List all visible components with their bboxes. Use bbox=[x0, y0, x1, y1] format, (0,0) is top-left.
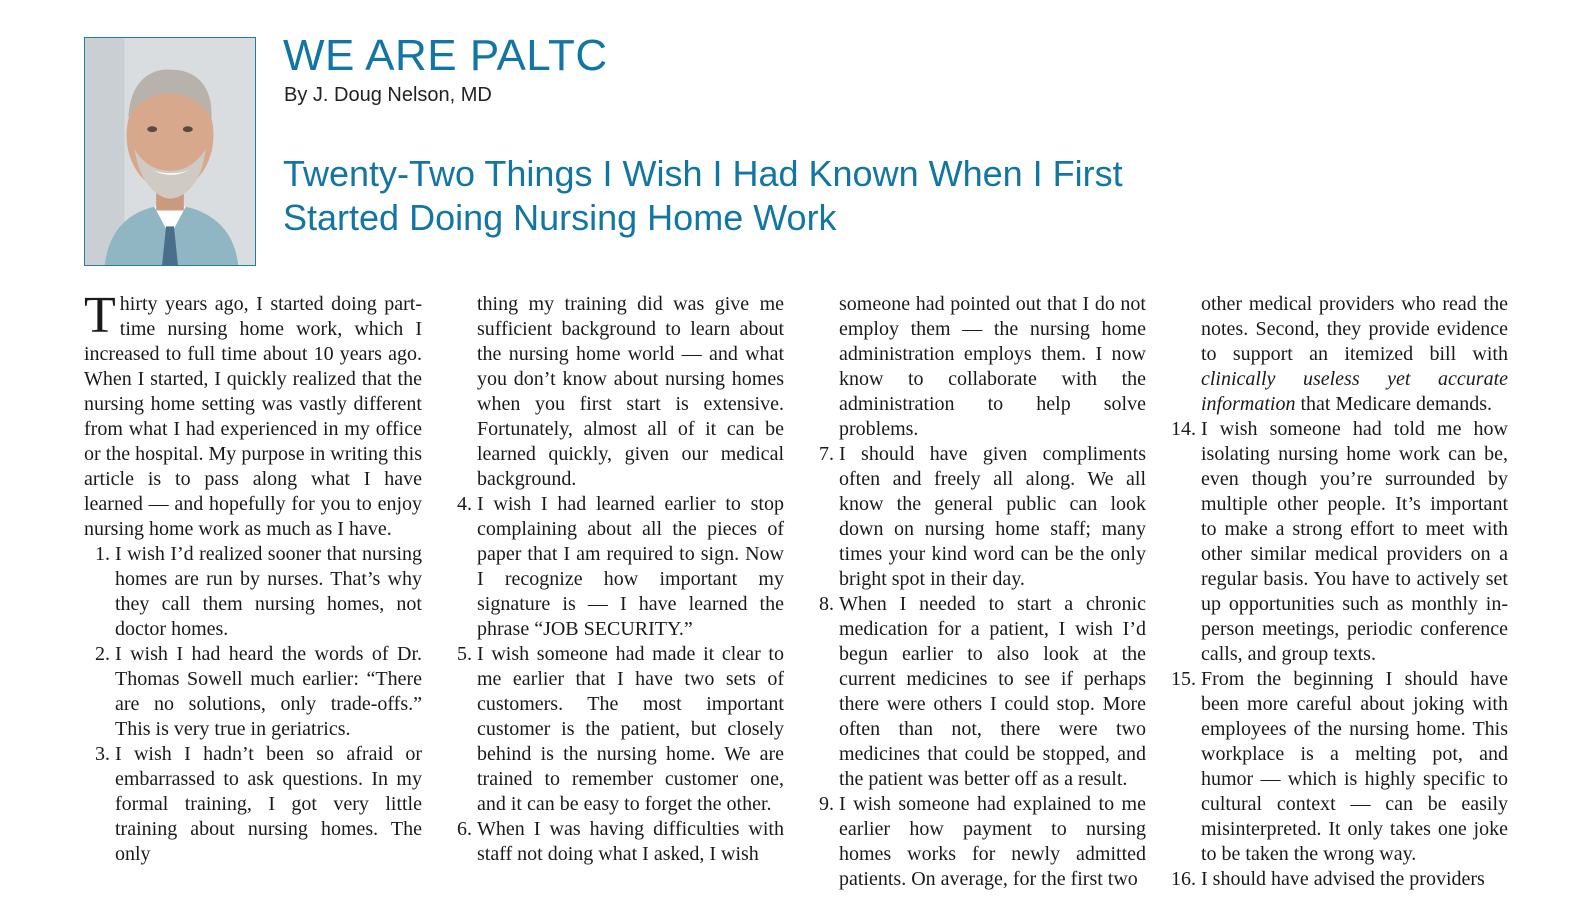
item-number: 16. bbox=[1171, 868, 1196, 890]
article-title-line-1: Twenty-Two Things I Wish I Had Known When I First bbox=[283, 153, 1123, 194]
item-text: I should have advised the providers bbox=[1201, 868, 1485, 890]
list-item-3 bbox=[84, 742, 422, 867]
item-number: 9. bbox=[819, 793, 834, 815]
list-item-2 bbox=[84, 642, 422, 742]
list-item-9 bbox=[808, 792, 1146, 892]
item-text: I wish I hadn’t been so afraid or embarrassed to ask questions. In my formal training, I got very little training about nursing homes. The only bbox=[115, 743, 422, 865]
column-4 bbox=[1170, 292, 1508, 892]
item-text: When I needed to start a chronic medication for a patient, I wish I’d begun earlier to also look at the current medicines to see if perhaps there were others I could stop. More often than not, there were two medicines that could be stopped, and the patient was better off as a result. bbox=[839, 593, 1146, 790]
item-text-emphasis: clinically useless yet accurate information bbox=[1201, 368, 1508, 415]
list-item-15 bbox=[1170, 667, 1508, 867]
item-number: 2. bbox=[95, 643, 110, 665]
column-3 bbox=[808, 292, 1146, 892]
item-text: I wish I had heard the words of Dr. Thomas Sowell much earlier: “There are no solutions, only trade-offs.” This is very true in geriatrics. bbox=[115, 643, 422, 740]
item-number: 7. bbox=[819, 443, 834, 465]
item-number: 4. bbox=[457, 493, 472, 515]
item-number: 8. bbox=[819, 593, 834, 615]
item-number: 5. bbox=[457, 643, 472, 665]
item-text: When I was having difficulties with staff not doing what I asked, I wish bbox=[477, 818, 784, 865]
item-text: I wish I’d realized sooner that nursing homes are run by nurses. That’s why they call them nursing homes, not doctor homes. bbox=[115, 543, 422, 640]
item-number: 3. bbox=[95, 743, 110, 765]
list-item-14 bbox=[1170, 417, 1508, 667]
list-item-6 bbox=[446, 817, 784, 867]
list-item-16 bbox=[1170, 867, 1508, 892]
list-item-6-continued: someone had pointed out that I do not employ them — the nursing home administration employs them. I now know to collaborate with the administration to help solve problems. bbox=[839, 293, 1146, 440]
list-item-3-continued: thing my training did was give me sufficient background to learn about the nursing home world — and what you don’t know about nursing homes when you first start is extensive. Fortunately, almost all of it can be learned quickly, given our medical background. bbox=[477, 293, 784, 490]
item-text: that Medicare demands. bbox=[1295, 393, 1493, 415]
item-text: I wish I had learned earlier to stop complaining about all the pieces of paper that I am required to sign. Now I recognize how important my signature is — I have learned the phrase “JOB SECURITY.” bbox=[477, 493, 784, 640]
author-photo bbox=[84, 37, 256, 266]
series-title: WE ARE PALTC bbox=[283, 31, 608, 80]
intro-paragraph bbox=[84, 287, 422, 542]
item-number: 6. bbox=[457, 818, 472, 840]
item-number: 1. bbox=[95, 543, 110, 565]
column-2 bbox=[446, 292, 784, 867]
column-1 bbox=[84, 287, 422, 867]
item-text: I wish someone had made it clear to me earlier that I have two sets of customers. The most important customer is the patient, but closely behind is the nursing home. We are trained to remember customer one, and it can be easy to forget the other. bbox=[477, 643, 784, 815]
list-item-13-continued bbox=[1170, 292, 1508, 417]
byline: By J. Doug Nelson, MD bbox=[284, 84, 492, 106]
item-number: 14. bbox=[1171, 418, 1196, 440]
list-item-5 bbox=[446, 642, 784, 817]
item-text: I should have given compliments often and freely all along. We all know the general public can look down on nursing home staff; many times your kind word can be the only bright spot in their day. bbox=[839, 443, 1146, 590]
article-title-line-2: Started Doing Nursing Home Work bbox=[283, 197, 837, 238]
item-text: other medical providers who read the notes. Second, they provide evidence to support an itemized bill with bbox=[1201, 293, 1508, 365]
list-item-8 bbox=[808, 592, 1146, 792]
item-text: From the beginning I should have been more careful about joking with employees of the nursing home. This workplace is a melting pot, and humor — which is highly specific to cultural context — can be easily misinterpreted. It only takes one joke to be taken the wrong way. bbox=[1201, 668, 1508, 865]
item-text: I wish someone had explained to me earlier how payment to nursing homes works for newly admitted patients. On average, for the first two bbox=[839, 793, 1146, 890]
item-text: I wish someone had told me how isolating nursing home work can be, even though you’re surrounded by multiple other people. It’s important to make a strong effort to meet with other similar medical providers on a regular basis. You have to actively set up opportunities such as monthly in-person meetings, periodic conference calls, and group texts. bbox=[1201, 418, 1508, 665]
drop-cap: T bbox=[84, 287, 116, 344]
article-title bbox=[283, 152, 1203, 240]
list-item-4 bbox=[446, 492, 784, 642]
list-item-1 bbox=[84, 542, 422, 642]
list-item-7 bbox=[808, 442, 1146, 592]
intro-text: hirty years ago, I started doing part-time nursing home work, which I increased to full time about 10 years ago. When I started, I quickly realized that the nursing home setting was vastly different from what I had experienced in my office or the hospital. My purpose in writing this article is to pass along what I have learned — and hopefully for you to enjoy nursing home work as much as I have. bbox=[84, 293, 422, 540]
item-number: 15. bbox=[1171, 668, 1196, 690]
